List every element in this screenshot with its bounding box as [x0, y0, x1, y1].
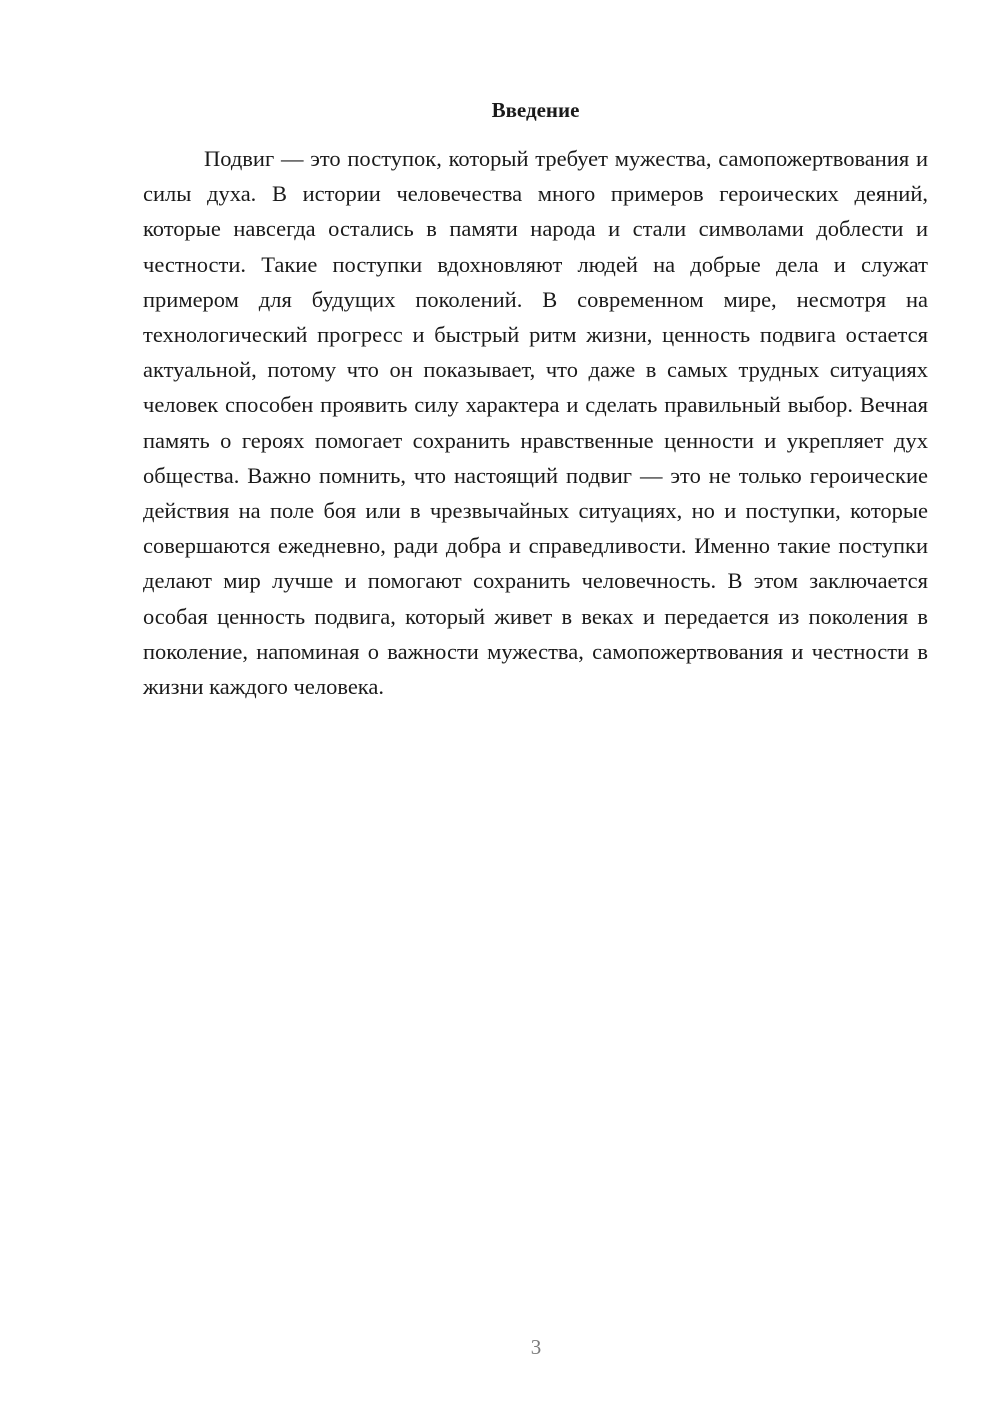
section-heading: Введение	[491, 98, 580, 122]
page-number: 3	[530, 1335, 542, 1359]
body-paragraph: Подвиг — это поступок, который требует мужества, самопожертвования и силы духа. В истории человечества много примеров героических деяний, которые навсегда остались в памяти народа и стали символами доблести и честности. Такие поступки вдохновляют людей на добрые дела и служат примером для будущих поколений. В современном мире, несмотря на технологический прогресс и быстрый ритм жизни, ценность подвига остается актуальной, потому что он показывает, что даже в самых трудных ситуациях человек способен проявить силу характера и сделать правильный выбор. Вечная память о героях помогает сохранить нравственные ценности и укрепляет дух общества. Важно помнить, что настоящий подвиг — это не только героические действия на поле боя или в чрезвычайных ситуациях, но и поступки, которые совершаются ежедневно, ради добра и справедливости. Именно такие поступки делают мир лучше и помогают сохранить человечность. В этом заключается особая ценность подвига, который живет в веках и передается из поколения в поколение, напоминая о важности мужества, самопожертвования и честности в жизни каждого человека.	[143, 146, 928, 700]
